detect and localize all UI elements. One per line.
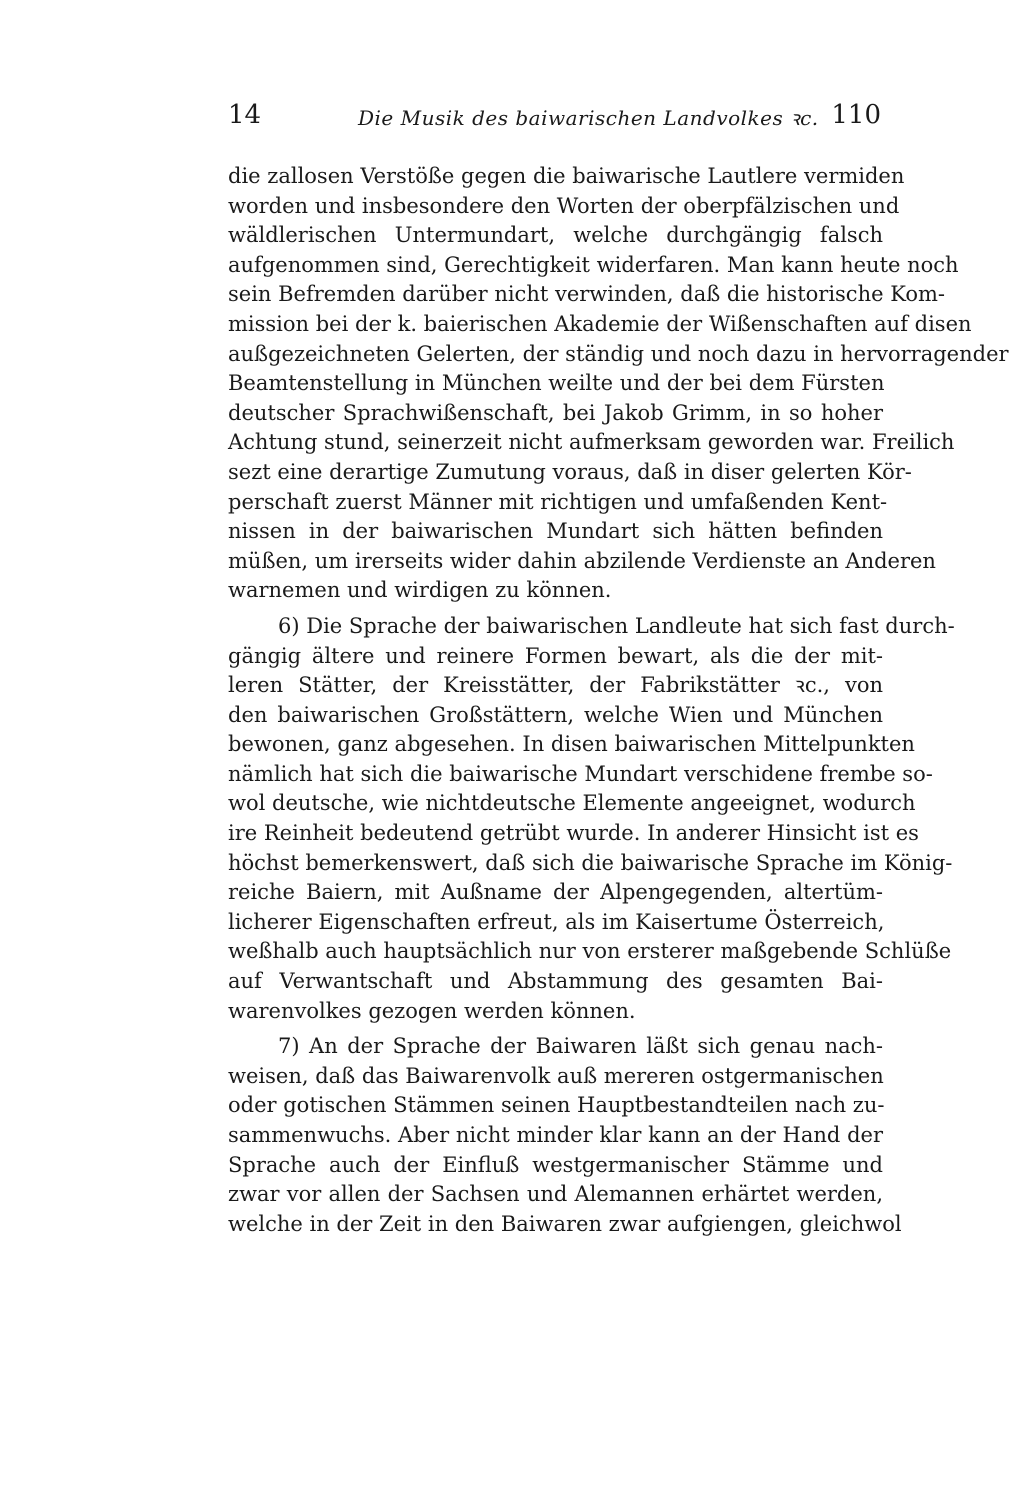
text-line: nissen in der baiwarischen Mundart sich hätten befinden bbox=[228, 519, 883, 544]
text-line: mission bei der k. baierischen Akademie der Wißenschaften auf disen bbox=[228, 311, 972, 336]
paragraph-3 bbox=[228, 1032, 902, 1239]
text-line: weßhalb auch hauptsächlich nur von ersterer maßgebende Schlüße bbox=[228, 939, 952, 964]
text-line: sein Befremden darüber nicht verwinden, daß die historische Kom- bbox=[228, 282, 945, 307]
body-text bbox=[228, 162, 1009, 1239]
text-line: wol deutsche, wie nichtdeutsche Elemente angeeignet, wodurch bbox=[228, 791, 916, 816]
text-line: wäldlerischen Untermundart, welche durchgängig falsch bbox=[228, 223, 883, 248]
page-number-left: 14 bbox=[228, 100, 262, 130]
text-line: warnemen und wirdigen zu können. bbox=[228, 578, 612, 603]
text-line: Sprache auch der Einfluß westgermanischer Stämme und bbox=[228, 1152, 883, 1177]
text-line: höchst bemerkenswert, daß sich die baiwarische Sprache im König- bbox=[228, 850, 953, 875]
text-line: zwar vor allen der Sachsen und Alemannen erhärtet werden, bbox=[228, 1182, 883, 1207]
text-line: licherer Eigenschaften erfreut, als im Kaisertume Österreich, bbox=[228, 909, 885, 934]
text-line: müßen, um irerseits wider dahin abzilende Verdienste an Anderen bbox=[228, 548, 936, 573]
text-line: worden und insbesondere den Worten der oberpfälzischen und bbox=[228, 193, 900, 218]
text-line: weisen, daß das Baiwarenvolk auß mereren ostgermanischen bbox=[228, 1063, 884, 1088]
text-line: warenvolkes gezogen werden können. bbox=[228, 998, 636, 1023]
text-line: 7) An der Sprache der Baiwaren läßt sich genau nach- bbox=[278, 1034, 883, 1059]
text-line: sammenwuchs. Aber nicht minder klar kann an der Hand der bbox=[228, 1123, 883, 1147]
text-line: außgezeichneten Gelerten, der ständig und noch dazu in hervorragender bbox=[228, 341, 1009, 366]
text-line: auf Verwantschaft und Abstammung des gesamten Bai- bbox=[228, 969, 883, 994]
text-line: Achtung stund, seinerzeit nicht aufmerksam geworden war. Freilich bbox=[228, 430, 955, 455]
running-title: Die Musik des baiwarischen Landvolkes ꝛc. bbox=[358, 106, 819, 130]
text-line: welche in der Zeit in den Baiwaren zwar aufgiengen, gleichwol bbox=[228, 1211, 902, 1236]
text-line: Beamtenstellung in München weilte und der bei dem Fürsten bbox=[228, 371, 885, 396]
text-line: aufgenommen sind, Gerechtigkeit widerfaren. Man kann heute noch bbox=[228, 252, 959, 277]
page-header bbox=[228, 100, 883, 136]
text-line: reiche Baiern, mit Außname der Alpengegenden, altertüm- bbox=[228, 880, 883, 905]
paragraph-2 bbox=[228, 612, 955, 1026]
text-line: die zallosen Verstöße gegen die baiwarische Lautlere vermiden bbox=[228, 164, 905, 188]
text-line: oder gotischen Stämmen seinen Hauptbestandteilen nach zu- bbox=[228, 1093, 885, 1118]
paragraph-1 bbox=[228, 162, 1009, 606]
page-number-right: 110 bbox=[831, 100, 881, 130]
text-line: perschaft zuerst Männer mit richtigen und umfaßenden Kent- bbox=[228, 489, 888, 514]
text-line: nämlich hat sich die baiwarische Mundart verschidene frembe so- bbox=[228, 761, 933, 786]
text-line: den baiwarischen Großstättern, welche Wien und München bbox=[228, 702, 883, 727]
text-line: 6) Die Sprache der baiwarischen Landleute hat sich fast durch- bbox=[278, 613, 955, 638]
text-line: ire Reinheit bedeutend getrübt wurde. In anderer Hinsicht ist es bbox=[228, 821, 919, 846]
text-line: deutscher Sprachwißenschaft, bei Jakob Grimm, in so hoher bbox=[228, 400, 883, 425]
text-line: gängig ältere und reinere Formen bewart, als die der mit- bbox=[228, 643, 883, 668]
text-line: bewonen, ganz abgesehen. In disen baiwarischen Mittelpunkten bbox=[228, 732, 915, 757]
text-line: sezt eine derartige Zumutung voraus, daß in diser gelerten Kör- bbox=[228, 459, 912, 484]
text-line: leren Stätter, der Kreisstätter, der Fabrikstätter ꝛc., von bbox=[228, 673, 883, 698]
